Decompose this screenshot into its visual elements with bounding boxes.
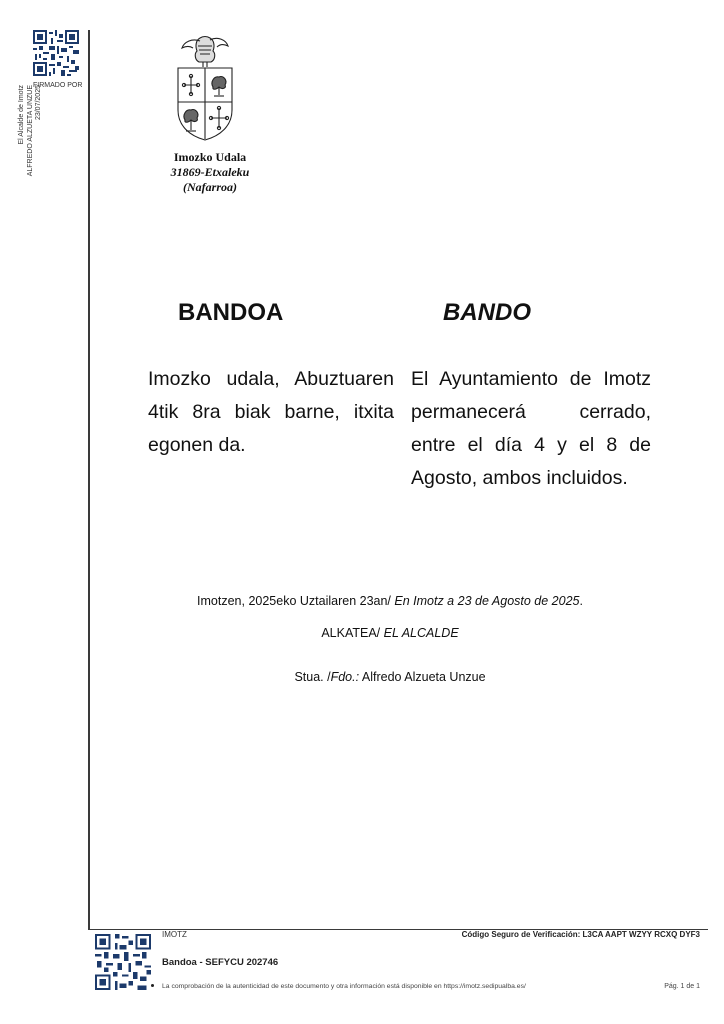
place-date-spanish: En Imotz a 23 de Agosto de 2025 [394,594,580,608]
title-basque: BANDOA [178,299,284,326]
place-date-line [120,594,660,608]
signed-line [120,670,660,684]
signer-name: ALFREDO ALZUETA UNZUE [26,85,34,177]
coat-of-arms-icon [170,32,240,150]
verification-code: Código Seguro de Verificación: L3CA AAPT WZYY RCXQ DYF3 [461,930,700,939]
footer-org: IMOTZ [162,930,187,939]
signed-date: 23/07/2025 [35,85,42,121]
signed-basque: Stua. / [294,670,331,684]
role-basque: ALKATEA/ [321,626,384,640]
margin-rule [88,30,90,930]
signed-spanish: Fdo.: [330,670,360,684]
qr-code-icon [95,934,151,990]
verification-note: La comprobación de la autenticidad de este documento y otra información está disponible en https://imotz.sedipualba.es/ [162,983,526,990]
signer-role-line [120,626,660,640]
signed-by-label: FIRMADO POR [33,82,83,89]
body-basque: Imozko udala, Abuztuaren 4tik 8ra biak barne, itxita egonen da. [148,368,394,456]
qr-code-icon [33,30,79,76]
place-date-basque: Imotzen, 2025eko Uztailaren 23an/ [197,594,395,608]
role-spanish: EL ALCALDE [383,626,459,640]
signer-role: El Alcalde de Imotz [18,85,25,145]
bullet [151,984,154,987]
place-date-end: . [579,594,583,608]
digital-signature-stamp [18,85,44,185]
title-spanish: BANDO [443,299,531,326]
organization-header [140,150,280,195]
document-reference: Bandoa - SEFYCU 202746 [162,957,279,968]
org-region: (Nafarroa) [183,180,237,194]
signed-name: Alfredo Alzueta Unzue [359,670,486,684]
page-number: Pág. 1 de 1 [664,983,700,990]
org-name: Imozko Udala [173,150,247,164]
org-postal: 31869-Etxaleku [170,165,250,179]
body-spanish: El Ayuntamiento de Imotz permanecerá cerrado, entre el día 4 y el 8 de Agosto, ambos incluidos. [411,368,651,489]
